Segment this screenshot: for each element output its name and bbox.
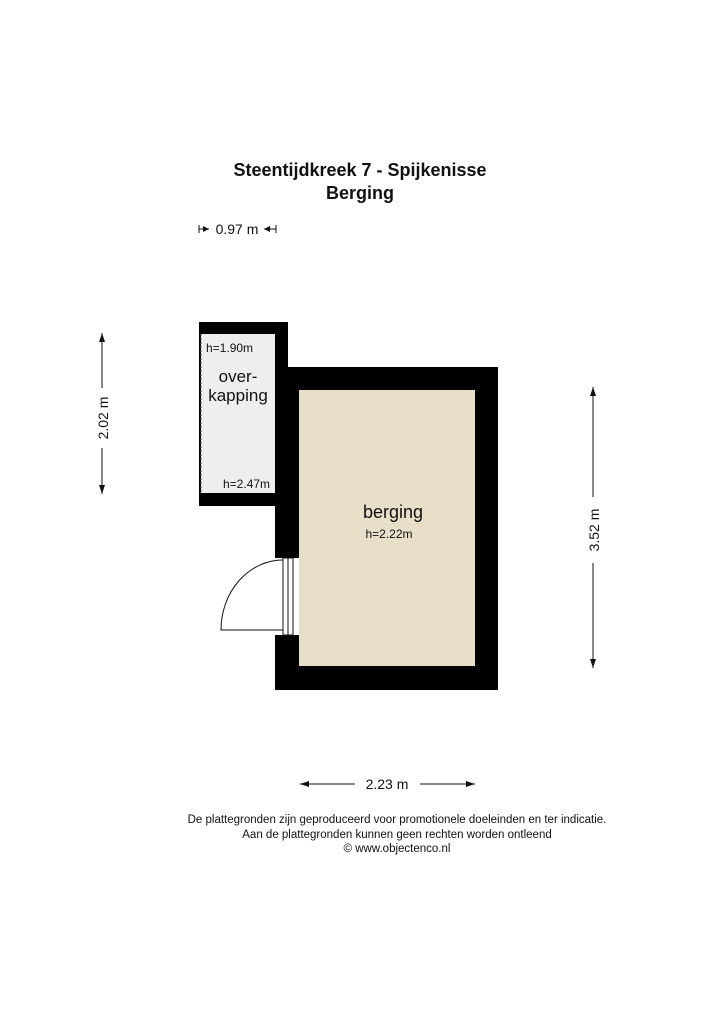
dimension-top-label: 0.97 m	[215, 221, 259, 237]
dimension-left	[95, 333, 111, 494]
room-overkapping	[199, 322, 288, 506]
plan-subtitle: Berging	[325, 183, 394, 203]
door	[221, 558, 299, 635]
dimension-bottom	[300, 776, 475, 792]
overkapping-label-line2: kapping	[208, 386, 268, 405]
disclaimer-line-1: De plattegronden zijn geproduceerd voor promotionele doeleinden en ter indicatie.	[187, 814, 607, 826]
copyright-line: © www.objectenco.nl	[343, 843, 451, 855]
dimension-bottom-label: 2.23 m	[365, 776, 409, 792]
plan-title: Steentijdkreek 7 - Spijkenisse	[233, 160, 487, 180]
dimension-left-label: 2.02 m	[95, 396, 111, 440]
dimension-top	[199, 221, 276, 237]
dimension-right-label: 3.52 m	[586, 508, 602, 552]
berging-height: h=2.22m	[365, 527, 413, 541]
overkapping-height-bottom: h=2.47m	[223, 477, 271, 491]
overkapping-label-line1: over-	[218, 367, 258, 386]
disclaimer-line-2: Aan de plattegronden kunnen geen rechten worden ontleend	[242, 829, 552, 841]
room-berging	[275, 367, 498, 690]
dimension-right	[586, 387, 602, 668]
overkapping-height-top: h=1.90m	[206, 341, 254, 355]
berging-label: berging	[362, 502, 424, 522]
